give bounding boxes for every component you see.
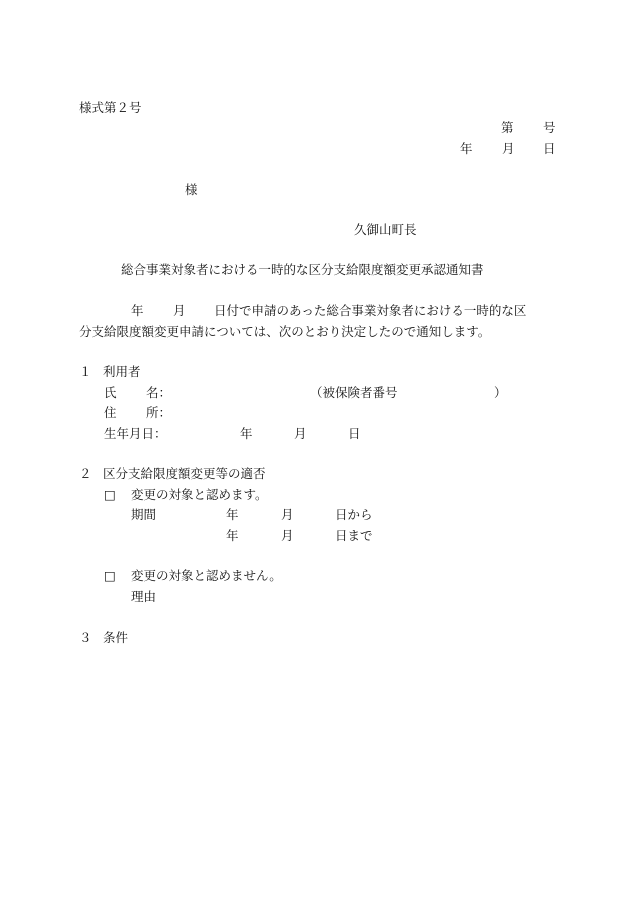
period-to-month: 月 bbox=[281, 528, 294, 543]
address-label-part2: 所： bbox=[146, 405, 172, 420]
period-to-year: 年 bbox=[226, 528, 239, 543]
section1-heading: 利用者 bbox=[103, 364, 141, 379]
approve-checkbox[interactable]: □ bbox=[104, 487, 116, 502]
deny-label: 変更の対象と認めません。 bbox=[131, 568, 282, 583]
dob-year: 年 bbox=[240, 426, 253, 441]
approve-label: 変更の対象と認めます。 bbox=[131, 487, 268, 502]
section3-heading: 条件 bbox=[103, 630, 129, 645]
body-line1-text: 日付で申請のあった総合事業対象者における一時的な区 bbox=[214, 303, 527, 318]
section1-number: １ bbox=[79, 364, 92, 379]
insured-number-open: （被保険者番号 bbox=[310, 385, 398, 400]
doc-number-prefix: 第 bbox=[501, 120, 514, 135]
issue-date-month: 月 bbox=[502, 141, 515, 156]
reason-label: 理由 bbox=[131, 589, 157, 604]
issue-date-day: 日 bbox=[543, 141, 556, 156]
body-line2-text: 分支給限度額変更申請については、次のとおり決定したので通知します。 bbox=[79, 324, 491, 339]
name-label-part2: 名： bbox=[146, 385, 172, 400]
period-from-day: 日から bbox=[335, 507, 373, 522]
period-from-month: 月 bbox=[281, 507, 294, 522]
issue-date-year: 年 bbox=[460, 141, 473, 156]
dob-month: 月 bbox=[294, 426, 307, 441]
section2-heading: 区分支給限度額変更等の適否 bbox=[103, 466, 266, 481]
name-label-part1: 氏 bbox=[104, 385, 117, 400]
body-line1-year: 年 bbox=[131, 303, 144, 318]
addressee-suffix: 様 bbox=[185, 182, 198, 197]
section2-number: ２ bbox=[79, 466, 92, 481]
period-to-day: 日まで bbox=[335, 528, 373, 543]
issuer-name: 久御山町長 bbox=[354, 222, 417, 237]
period-from-year: 年 bbox=[226, 507, 239, 522]
period-label: 期間 bbox=[131, 507, 157, 522]
doc-number-suffix: 号 bbox=[543, 120, 556, 135]
deny-checkbox[interactable]: □ bbox=[104, 568, 116, 583]
dob-day: 日 bbox=[348, 426, 361, 441]
insured-number-close: ） bbox=[494, 385, 507, 400]
address-label-part1: 住 bbox=[104, 405, 117, 420]
dob-label: 生年月日： bbox=[104, 426, 167, 441]
form-number: 様式第２号 bbox=[79, 100, 142, 115]
section3-number: ３ bbox=[79, 630, 92, 645]
document-title: 総合事業対象者における一時的な区分支給限度額変更承認通知書 bbox=[121, 262, 484, 277]
body-line1-month: 月 bbox=[173, 303, 186, 318]
